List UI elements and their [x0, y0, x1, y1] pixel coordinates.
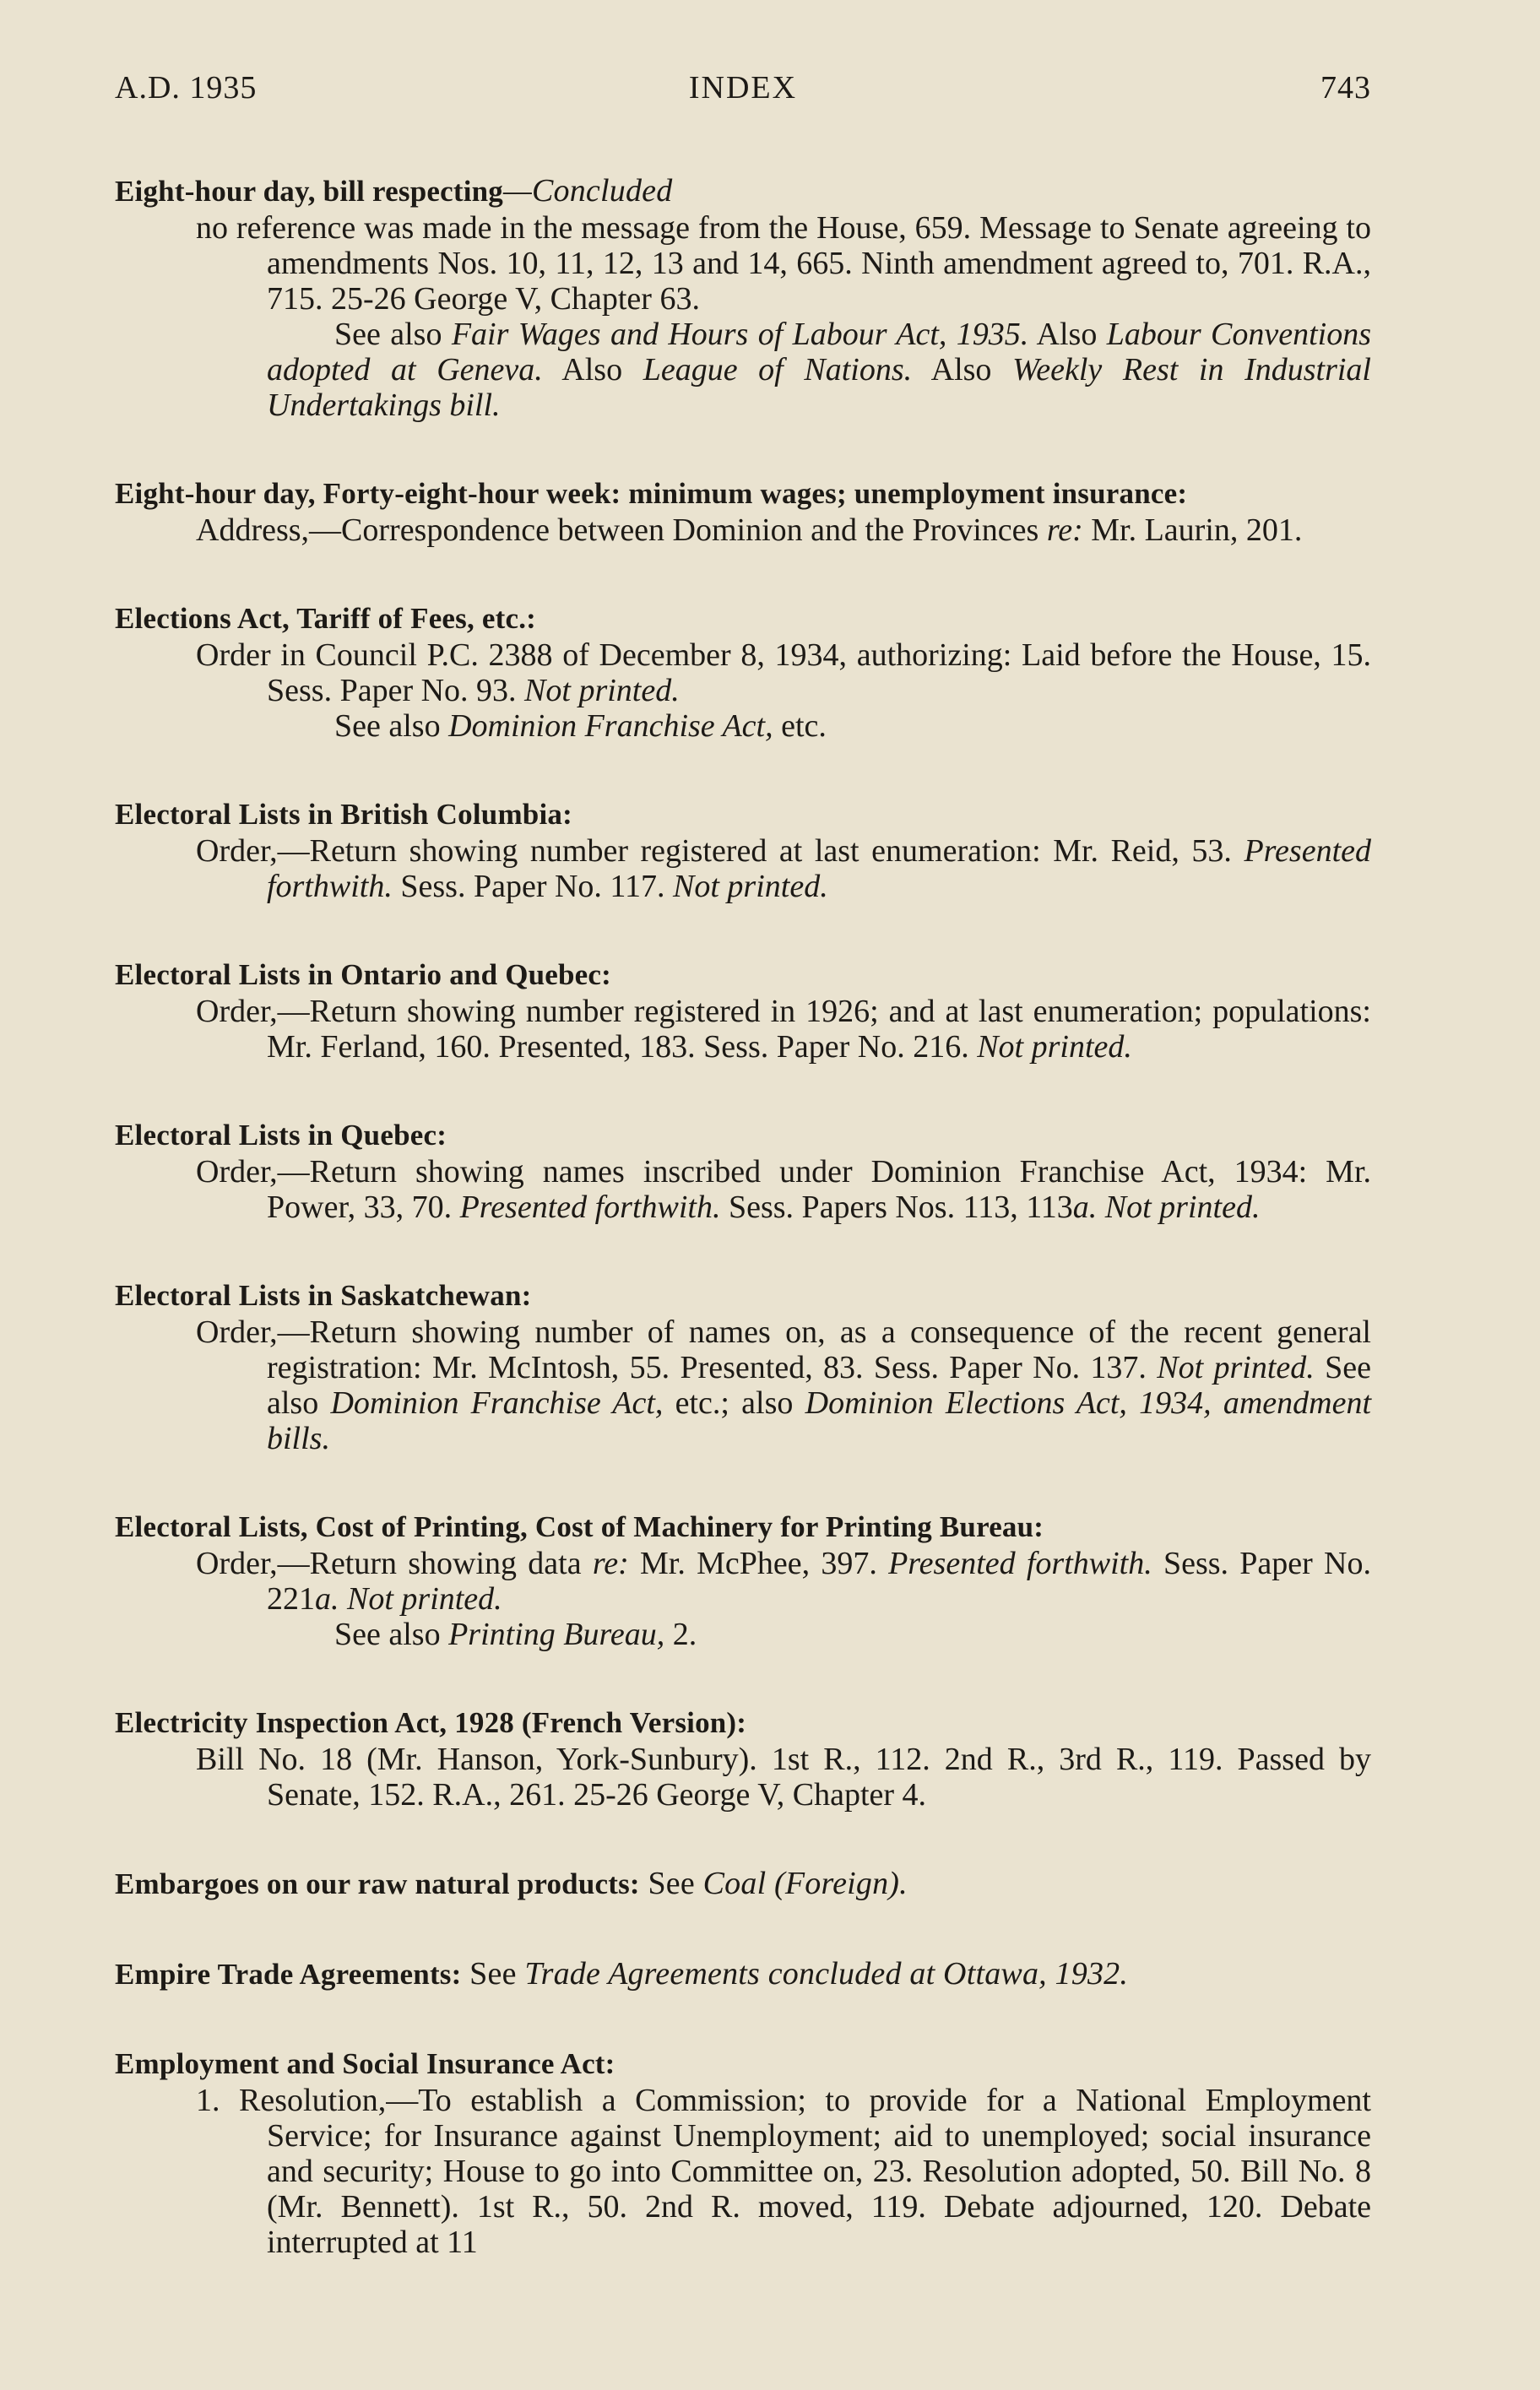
index-entry [115, 1509, 1371, 1652]
index-entry [115, 1955, 1371, 1993]
index-entry [115, 1865, 1371, 1903]
entry-text: Order,—Return showing data re: Mr. McPhee, 397. Presented forthwith. Sess. Paper No. 221a. Not printed. [196, 1546, 1371, 1617]
see-also: See also Dominion Franchise Act, etc. [334, 708, 827, 744]
entry-heading: Electoral Lists in Ontario and Quebec: [115, 958, 612, 991]
entry-text: Order in Council P.C. 2388 of December 8, 1934, authorizing: Laid before the House, 15. Sess. Paper No. 93. Not printed. [196, 637, 1371, 708]
entry-text: Order,—Return showing number registered at last enumeration: Mr. Reid, 53. Presented forthwith. Sess. Paper No. 117. Not printed. [196, 833, 1371, 904]
see-also: See also Printing Bureau, 2. [334, 1617, 697, 1652]
entry-text: Bill No. 18 (Mr. Hanson, York-Sunbury). 1st R., 112. 2nd R., 3rd R., 119. Passed by Senate, 152. R.A., 261. 25-26 George V, Chapter 4. [196, 1742, 1371, 1813]
entry-heading: Eight-hour day, bill respecting—Concluded [115, 173, 673, 209]
running-head [115, 69, 1371, 106]
entry-heading: Electoral Lists in Quebec: [115, 1119, 447, 1152]
see-also: See also Fair Wages and Hours of Labour Act, 1935. Also Labour Conventions adopted at Geneva. Also League of Nations. Also Weekly Rest in Industrial Undertakings bill. [267, 317, 1372, 423]
entry-text: no reference was made in the message from the House, 659. Message to Senate agreeing to amendments Nos. 10, 11, 12, 13 and 14, 665. Ninth amendment agreed to, 701. R.A., 715. 25-26 George V, Chapter 63. [196, 210, 1371, 317]
entry-heading: Empire Trade Agreements: See Trade Agreements concluded at Ottawa, 1932. [115, 1956, 1129, 1992]
index-entry [115, 1704, 1371, 1813]
numbered-item: 1. Resolution,—To establish a Commission; to provide for a National Employment Service; for Insurance against Unemployment; aid to unemployed; social insurance and security; House to go into Committee on, 23. Resolution adopted, 50. Bill No. 8 (Mr. Bennett). 1st R., 50. 2nd R. moved, 119. Debate adjourned, 120. Debate interrupted at 11 [196, 2083, 1371, 2260]
entry-text: Order,—Return showing number of names on, as a consequence of the recent general registration: Mr. McIntosh, 55. Presented, 83. Sess. Paper No. 137. Not printed. See also Dominion Franchise Act, etc.; also Dominion Elections Act, 1934, amendment bills. [196, 1314, 1372, 1456]
entry-heading: Elections Act, Tariff of Fees, etc.: [115, 602, 537, 635]
year-label: A.D. 1935 [115, 70, 258, 106]
entry-heading: Electoral Lists, Cost of Printing, Cost of Machinery for Printing Bureau: [115, 1510, 1044, 1543]
index-entry [115, 172, 1371, 423]
entry-heading: Embargoes on our raw natural products: See Coal (Foreign). [115, 1866, 908, 1901]
index-entry [115, 600, 1371, 744]
index-entry [115, 1117, 1371, 1225]
entry-heading: Eight-hour day, Forty-eight-hour week: minimum wages; unemployment insurance: [115, 477, 1188, 510]
entry-text: Order,—Return showing number registered in 1926; and at last enumeration; populations: Mr. Ferland, 160. Presented, 183. Sess. Paper No. 216. Not printed. [196, 994, 1371, 1065]
entry-heading: Electricity Inspection Act, 1928 (French Version): [115, 1706, 747, 1739]
page-number: 743 [1320, 70, 1371, 106]
index-entry [115, 475, 1371, 548]
section-title: INDEX [688, 70, 798, 106]
index-entry [115, 2046, 1371, 2260]
entry-text: Order,—Return showing names inscribed under Dominion Franchise Act, 1934: Mr. Power, 33, 70. Presented forthwith. Sess. Papers Nos. 113, 113a. Not printed. [196, 1154, 1371, 1225]
entry-heading: Electoral Lists in Saskatchewan: [115, 1279, 532, 1312]
entry-text: Address,—Correspondence between Dominion and the Provinces re: Mr. Laurin, 201. [196, 512, 1303, 548]
index-entry [115, 957, 1371, 1065]
entry-heading: Electoral Lists in British Columbia: [115, 798, 572, 831]
entry-heading: Employment and Social Insurance Act: [115, 2047, 615, 2080]
index-entry [115, 796, 1371, 904]
index-entry [115, 1277, 1371, 1456]
